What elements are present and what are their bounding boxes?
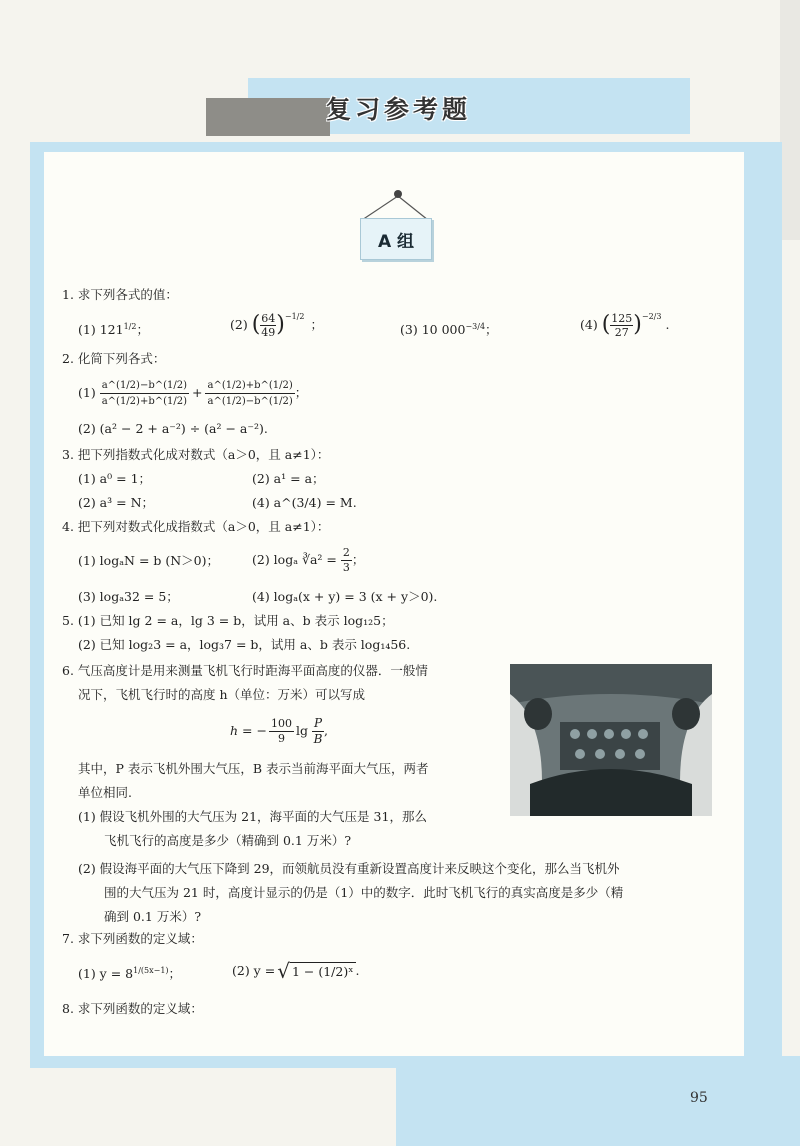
cockpit-illustration-icon [510,664,712,816]
problem-6-line-4: 单位相同. [78,785,132,800]
page-number: 95 [690,1090,708,1106]
problem-3-part-3: (2) a³ = N； [78,495,155,510]
problem-7-part-1: (1) $y = 8^{1/(5x-1)}$； [78,966,182,982]
problem-7-part-2: (2) y = √ 1 − (1/2)ˣ . [232,959,360,983]
problem-6-line-1: 6. 气压高度计是用来测量飞机飞行时距海平面高度的仪器．一般情 [62,663,428,678]
group-label: A 组 [360,218,432,260]
problem-6-formula: h = − $\frac{100}{9}$ lg P B , [230,715,328,746]
problem-3-part-2: (2) a¹ = a； [252,471,325,486]
problem-3-part-4: (4) a^(3/4) = M. [252,495,357,510]
cockpit-photo [510,664,712,816]
problem-4-part-1: (1) logₐN = b (N＞0)； [78,553,220,568]
problem-1-part-2: (2) ( 64 49 ) $^{-1/2}$ ； [230,311,323,339]
problem-2-stem: 2. 化简下列各式： [62,351,166,366]
problem-4-part-2: (2) logₐ ∛a² = $\frac{2}{3}$ ； [252,545,365,574]
title-banner-gray [206,98,330,136]
problem-6-q2-line-1: (2) 假设海平面的大气压下降到 29，而领航员没有重新设置高度计来反映这个变化，那么当飞机外 [78,861,620,876]
bottom-band [396,1056,800,1146]
page-title: 复习参考题 [326,95,472,124]
problem-6-q1-line-1: (1) 假设飞机外围的大气压为 21，海平面的大气压是 31，那么 [78,809,427,824]
page-edge-band [780,0,800,240]
problem-7-stem: 7. 求下列函数的定义域： [62,931,203,946]
problem-4-part-3: (3) logₐ32 = 5； [78,589,179,604]
problem-6-line-2: 况下，飞机飞行时的高度 h（单位：万米）可以写成 [78,687,366,702]
problem-1-part-1: (1) $121^{1/2}$； [78,322,149,338]
problem-4-stem: 4. 把下列对数式化成指数式（a＞0，且 a≠1）： [62,519,330,534]
problem-2-part-1: (1) a^(1/2)−b^(1/2) a^(1/2)+b^(1/2) + $\frac{a\^{}(1/2)+b\^{}(1/2)}{a\^{}(1/2)-b\^{}(1/2)}$ ； [78,379,308,407]
problem-4-part-4: (4) logₐ(x + y) = 3 (x + y＞0). [252,589,438,604]
problem-1-part-3: (3) 10 $000^{-3/4}$； [400,322,498,338]
problem-3-stem: 3. 把下列指数式化成对数式（a＞0，且 a≠1）： [62,447,330,462]
problem-1-stem: 1. 求下列各式的值： [62,287,178,302]
problem-5-part-1: 5. (1) 已知 lg 2 = a，lg 3 = b，试用 a、b 表示 log₁₂5； [62,613,394,628]
problem-3-part-1: (1) a⁰ = 1； [78,471,152,486]
problem-8-stem: 8. 求下列函数的定义域： [62,1001,203,1016]
problem-6-q1-line-2: 飞机飞行的高度是多少（精确到 0.1 万米）? [104,833,352,848]
problem-6-line-3: 其中，P 表示飞机外围大气压，B 表示当前海平面大气压，两者 [78,761,429,776]
problem-1-part-4: (4) ( 125 27 ) $^{-2/3}$ . [580,311,670,339]
problem-6-q2-line-3: 确到 0.1 万米）? [104,909,202,924]
problem-5-part-2: (2) 已知 log₂3 = a，log₃7 = b，试用 a、b 表示 log₁₄56. [78,637,411,652]
problem-2-part-2: (2) (a² − 2 + a⁻²) ÷ (a² − a⁻²). [78,421,268,436]
problem-6-q2-line-2: 围的大气压为 21 时，高度计显示的仍是（1）中的数字．此时飞机飞行的真实高度是多少（精 [104,885,624,900]
